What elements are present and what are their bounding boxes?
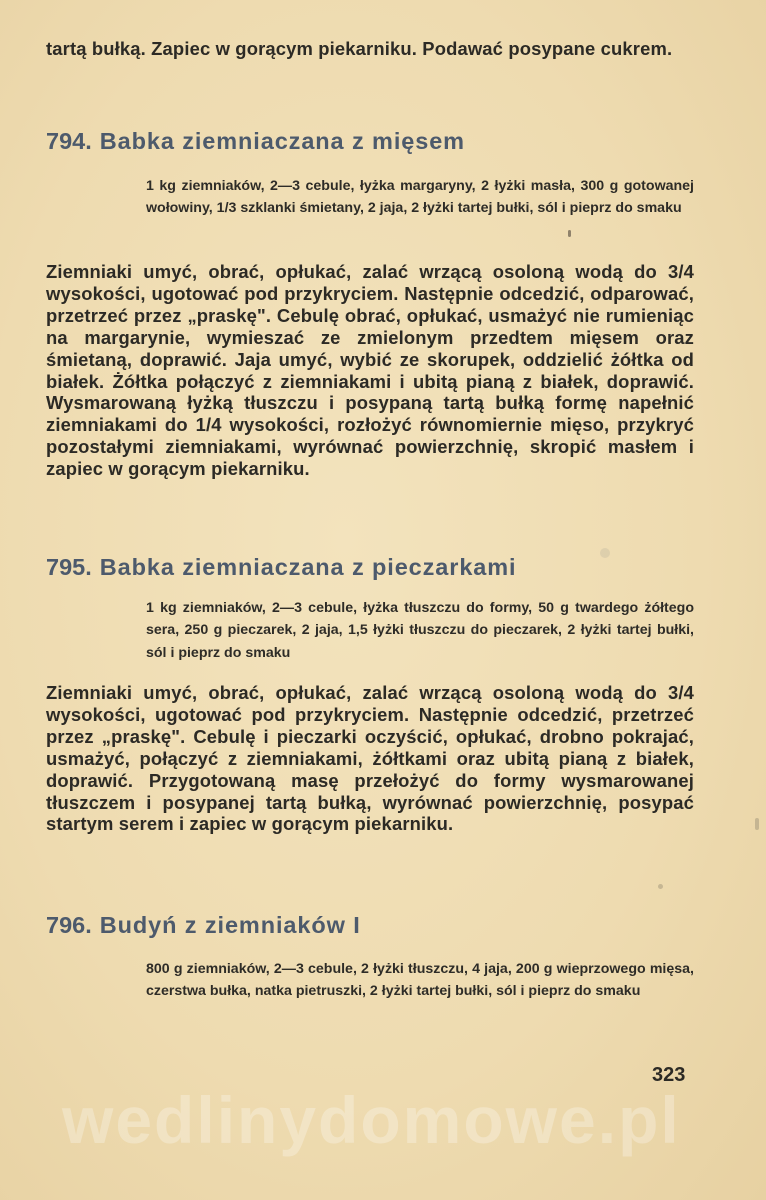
paper-speck <box>568 230 571 237</box>
recipe-number: 794. <box>46 128 92 154</box>
recipe-heading-796 <box>46 912 361 939</box>
intro-paragraph: tartą bułką. Zapiec w gorącym piekarniku. Podawać posypane cukrem. <box>46 38 673 59</box>
ingredients-794: 1 kg ziemniaków, 2—3 cebule, łyżka margaryny, 2 łyżki masła, 300 g gotowanej wołowiny, 1/3 szklanki śmietany, 2 jaja, 2 łyżki tartej bułki, sól i pieprz do smaku <box>146 178 694 217</box>
recipe-heading-794 <box>46 128 465 155</box>
paper-speck <box>755 818 759 830</box>
page-number: 323 <box>652 1064 686 1086</box>
ingredients-796: 800 g ziemniaków, 2—3 cebule, 2 łyżki tłuszczu, 4 jaja, 200 g wieprzowego mięsa, czerstwa bułka, natka pietruszki, 2 łyżki tartej bułki, sól i pieprz do smaku <box>146 961 694 1000</box>
recipe-title: Babka ziemniaczana z mięsem <box>99 128 465 154</box>
ingredients-795: 1 kg ziemniaków, 2—3 cebule, łyżka tłuszczu do formy, 50 g twardego żółtego sera, 250 g pieczarek, 2 jaja, 1,5 łyżki tłuszczu do pieczarek, 2 łyżki tartej bułki, sól i pieprz do smaku <box>146 600 694 661</box>
recipe-heading-795 <box>46 554 516 581</box>
recipe-title: Babka ziemniaczana z pieczarkami <box>99 554 517 580</box>
watermark-text: wedlinydomowe.pl <box>62 1083 681 1157</box>
instructions-794: Ziemniaki umyć, obrać, opłukać, zalać wrzącą osoloną wodą do 3/4 wysokości, ugotować pod przykryciem. Następnie odcedzić, odparować, przetrzeć przez „praskę". Cebulę obrać, opłukać, usmażyć nie rumieniąc na margarynie, wymieszać ze zmielonym przedtem mięsem oraz śmietaną, doprawić. Jaja umyć, wybić ze skorupek, oddzielić żółtka od białek. Żółtka połączyć z ziemniakami i ubitą pianą z białek, doprawić. Wysmarowaną łyżką tłuszczu i posypaną tartą bułką formę napełnić ziemniakami do 1/4 wysokości, rozłożyć równomiernie mięso, przykryć pozostałymi ziemniakami, wyrównać powierzchnię, skropić masłem i zapiec w gorącym piekarniku. <box>46 261 694 480</box>
paper-speck <box>658 884 663 889</box>
recipe-number: 796. <box>46 912 92 938</box>
paper-speck <box>600 548 610 558</box>
instructions-795: Ziemniaki umyć, obrać, opłukać, zalać wrzącą osoloną wodą do 3/4 wysokości, ugotować pod przykryciem. Następnie odcedzić, przetrzeć przez „praskę". Cebulę i pieczarki oczyścić, opłukać, drobno pokrajać, usmażyć, połączyć z ziemniakami, żółtkami oraz ubitą pianą z białek, doprawić. Przygotowaną masę przełożyć do formy wysmarowanej tłuszczem i posypanej tartą bułką, wyrównać powierzchnię, posypać startym serem i zapiec w gorącym piekarniku. <box>46 682 694 835</box>
recipe-title: Budyń z ziemniaków I <box>99 912 361 938</box>
recipe-number: 795. <box>46 554 92 580</box>
